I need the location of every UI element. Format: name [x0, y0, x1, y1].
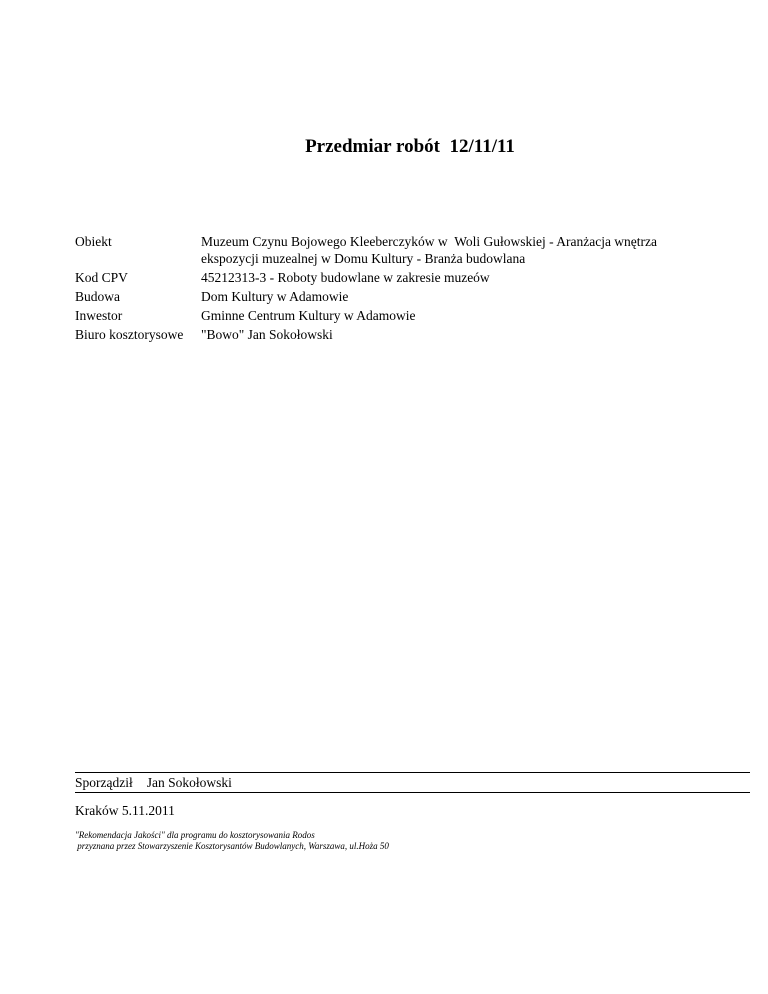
divider-top — [75, 772, 750, 773]
project-info-table — [75, 233, 695, 345]
info-row-kod-cpv — [75, 269, 695, 286]
footnote — [75, 830, 389, 852]
prepared-by-line — [75, 774, 232, 791]
info-value: Muzeum Czynu Bojowego Kleeberczyków w Woli Gułowskiej - Aranżacja wnętrza ekspozycji muzealnej w Domu Kultury - Branża budowlana — [201, 234, 661, 266]
prepared-label: Sporządził — [75, 775, 133, 790]
info-label: Kod CPV — [75, 270, 128, 285]
footnote-line-1: "Rekomendacja Jakości" dla programu do kosztorysowania Rodos — [75, 830, 315, 840]
divider-bottom — [75, 792, 750, 793]
info-row-obiekt — [75, 233, 695, 267]
info-row-biuro-kosztorysowe — [75, 326, 695, 343]
info-label: Inwestor — [75, 308, 123, 323]
info-value: "Bowo" Jan Sokołowski — [201, 327, 333, 342]
info-value: 45212313-3 - Roboty budowlane w zakresie muzeów — [201, 270, 490, 285]
info-value: Dom Kultury w Adamowie — [201, 289, 349, 304]
info-row-inwestor — [75, 307, 695, 324]
footnote-line-2: przyznana przez Stowarzyszenie Kosztorysantów Budowlanych, Warszawa, ul.Hoża 50 — [75, 841, 389, 851]
place-date: Kraków 5.11.2011 — [75, 803, 175, 818]
info-label: Biuro kosztorysowe — [75, 327, 184, 342]
info-value: Gminne Centrum Kultury w Adamowie — [201, 308, 416, 323]
info-label: Obiekt — [75, 234, 112, 249]
info-label: Budowa — [75, 289, 120, 304]
document-title: Przedmiar robót 12/11/11 — [305, 136, 515, 157]
prepared-by-name: Jan Sokołowski — [146, 775, 232, 790]
info-row-budowa — [75, 288, 695, 305]
